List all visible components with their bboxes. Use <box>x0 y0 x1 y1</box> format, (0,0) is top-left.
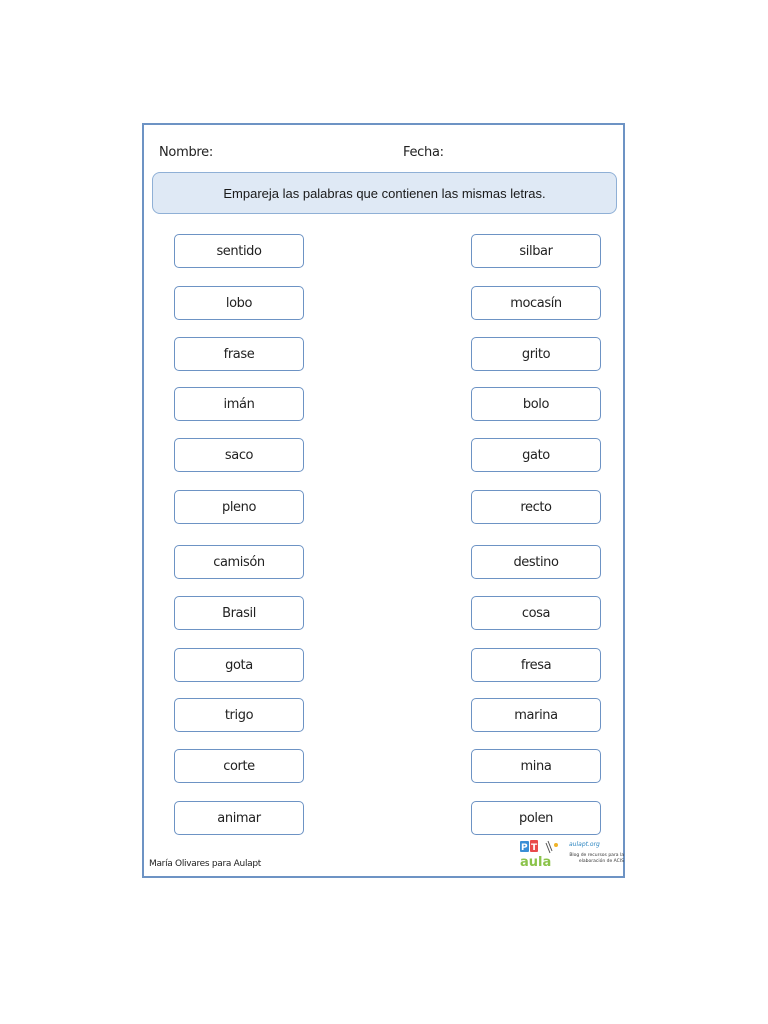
left-word-5[interactable]: saco <box>174 438 304 472</box>
aulapt-logo <box>518 839 568 871</box>
left-word-12[interactable]: animar <box>174 801 304 835</box>
left-word-2[interactable]: lobo <box>174 286 304 320</box>
left-word-10[interactable]: trigo <box>174 698 304 732</box>
instruction-box <box>152 172 617 214</box>
left-word-11[interactable]: corte <box>174 749 304 783</box>
instruction-text: Empareja las palabras que contienen las mismas letras. <box>223 185 546 201</box>
right-word-2[interactable]: mocasín <box>471 286 601 320</box>
blog-description: Blog de recursos para la elaboración de ACIS <box>569 853 624 864</box>
date-label: Fecha: <box>403 145 444 160</box>
right-word-6[interactable]: recto <box>471 490 601 524</box>
right-word-12[interactable]: polen <box>471 801 601 835</box>
author-credit: María Olivares para Aulapt <box>149 859 261 869</box>
right-word-9[interactable]: fresa <box>471 648 601 682</box>
right-word-11[interactable]: mina <box>471 749 601 783</box>
left-word-8[interactable]: Brasil <box>174 596 304 630</box>
left-word-1[interactable]: sentido <box>174 234 304 268</box>
right-word-3[interactable]: grito <box>471 337 601 371</box>
left-word-3[interactable]: frase <box>174 337 304 371</box>
svg-text:T: T <box>531 843 538 853</box>
svg-text:aula: aula <box>520 855 552 870</box>
left-word-9[interactable]: gota <box>174 648 304 682</box>
left-word-7[interactable]: camisón <box>174 545 304 579</box>
blog-title: aulapt.org <box>569 841 600 848</box>
right-word-5[interactable]: gato <box>471 438 601 472</box>
right-word-8[interactable]: cosa <box>471 596 601 630</box>
right-word-4[interactable]: bolo <box>471 387 601 421</box>
right-word-7[interactable]: destino <box>471 545 601 579</box>
right-word-10[interactable]: marina <box>471 698 601 732</box>
svg-text:P: P <box>521 843 528 853</box>
right-word-1[interactable]: silbar <box>471 234 601 268</box>
name-label: Nombre: <box>159 145 213 160</box>
left-word-4[interactable]: imán <box>174 387 304 421</box>
worksheet <box>142 123 625 878</box>
left-word-6[interactable]: pleno <box>174 490 304 524</box>
